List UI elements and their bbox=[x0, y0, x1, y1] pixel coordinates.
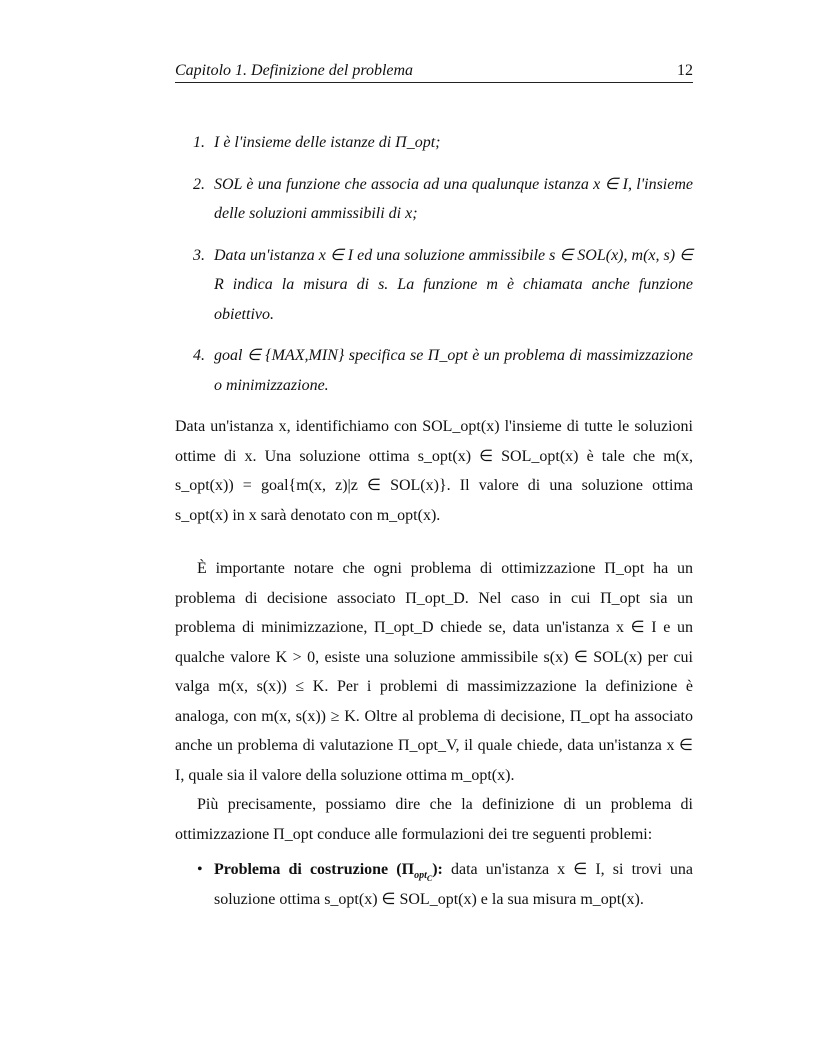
problem-title: Problema di costruzione bbox=[214, 861, 389, 878]
paragraph-decision-problem: È importante notare che ogni problema di ottimizzazione Π_opt ha un problema di decisione associato Π_opt_D. Nel caso in cui Π_opt sia un problema di minimizzazione, Π_opt_D chiede se, data un'istanza x ∈ I e un qualche valore K > 0, esiste una soluzione ammissibile s(x) ∈ SOL(x) per cui valga m(x, s(x)) ≤ K. Per i problemi di massimizzazione la definizione è analoga, con m(x, s(x)) ≥ K. Oltre al problema di decisione, Π_opt ha associato anche un problema di valutazione Π_opt_V, il quale chiede, data un'istanza x ∈ I, quale sia il valore della soluzione ottima m_opt(x). bbox=[175, 560, 693, 784]
paragraph-optimal-solutions: Data un'istanza x, identifichiamo con SOL_opt(x) l'insieme di tutte le soluzioni ottime di x. Una soluzione ottima s_opt(x) ∈ SOL_opt(x) è tale che m(x, s_opt(x)) = goal{m(x, z)|z ∈ SOL(x)}. Il valore di una soluzione ottima s_opt(x) in x sarà denotato con m_opt(x). bbox=[175, 418, 693, 524]
running-header bbox=[175, 60, 693, 83]
item-text: goal ∈ {MAX,MIN} specifica se Π_opt è un problema di massimizzazione o minimizzazione. bbox=[214, 347, 693, 394]
list-item bbox=[175, 341, 693, 400]
page-number: 12 bbox=[677, 62, 693, 79]
item-text: Data un'istanza x ∈ I ed una soluzione ammissibile s ∈ SOL(x), m(x, s) ∈ R indica la misura di s. La funzione m è chiamata anche funzione obiettivo. bbox=[214, 246, 693, 323]
item-text: SOL è una funzione che associa ad una qualunque istanza x ∈ I, l'insieme delle soluzioni ammissibili di x; bbox=[214, 175, 693, 222]
item-number: 3. bbox=[193, 246, 205, 264]
item-number: 4. bbox=[193, 347, 205, 364]
definition-list bbox=[175, 128, 693, 400]
list-item: • Problema di costruzione $(\Pi_{opt_C})$: data un'istanza x ∈ I, si trovi una soluzione ottima s_opt(x) ∈ SOL_opt(x) e la sua misura m_opt(x). bbox=[175, 855, 693, 914]
list-item bbox=[175, 128, 693, 158]
list-item bbox=[175, 170, 693, 229]
list-item bbox=[175, 241, 693, 330]
item-number: 1. bbox=[193, 134, 205, 151]
chapter-title: Capitolo 1. Definizione del problema bbox=[175, 62, 414, 79]
item-number: 2. bbox=[193, 175, 205, 193]
bullet-icon: • bbox=[197, 861, 203, 878]
page-body bbox=[175, 128, 693, 914]
paragraph-formulations: Più precisamente, possiamo dire che la definizione di un problema di ottimizzazione Π_opt conduce alle formulazioni dei tre seguenti problemi: bbox=[175, 796, 693, 843]
problem-list bbox=[175, 855, 693, 914]
item-text: I è l'insieme delle istanze di Π_opt; bbox=[214, 134, 441, 151]
problem-text: data un'istanza x ∈ I, si trovi una soluzione ottima s_opt(x) ∈ SOL_opt(x) e la sua misura m_opt(x). bbox=[214, 861, 694, 908]
